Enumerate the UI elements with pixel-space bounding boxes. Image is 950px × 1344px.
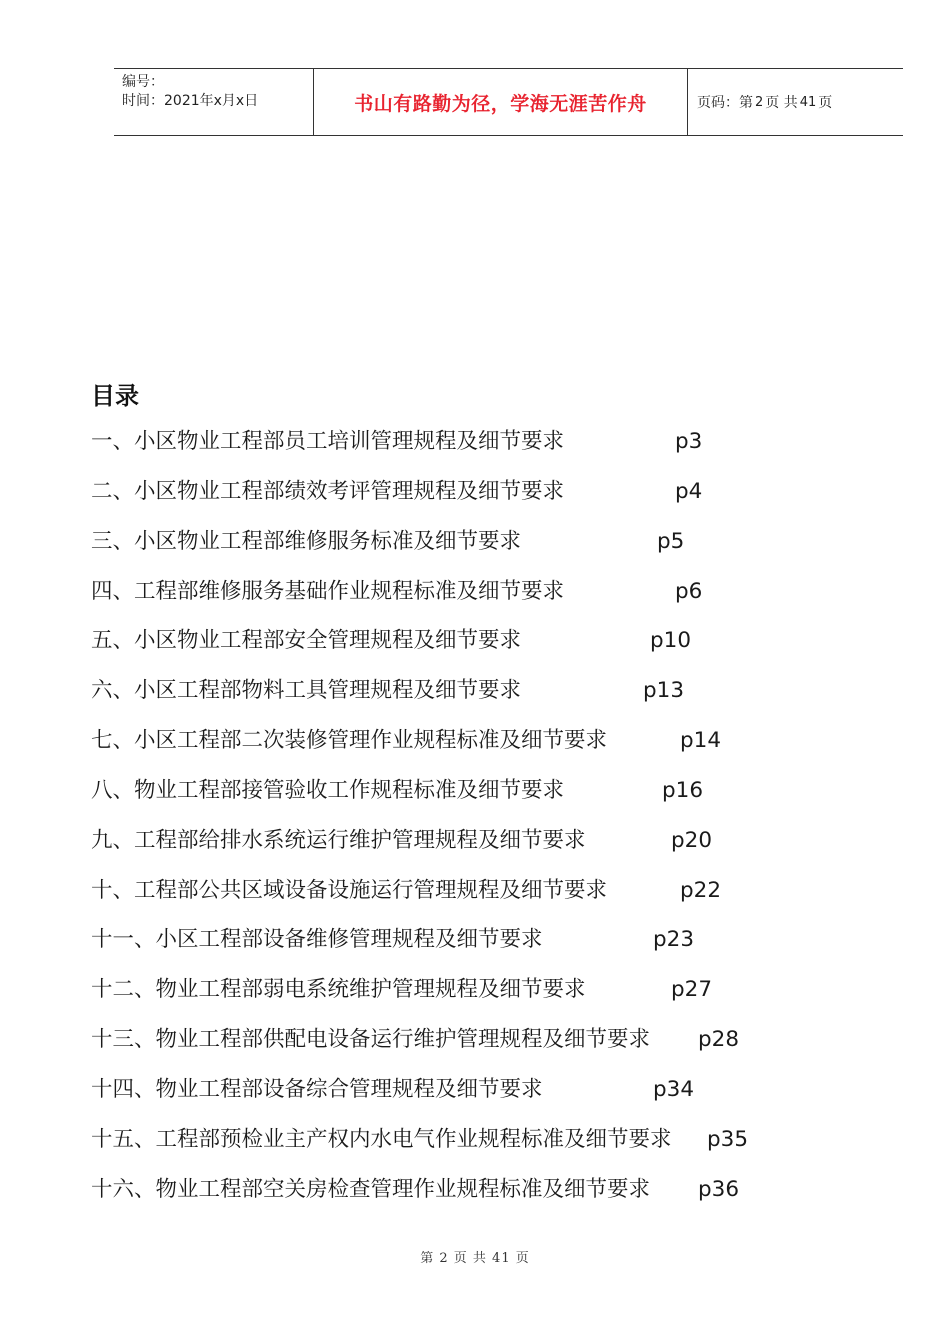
page-current: 2 [755,94,764,110]
toc-item-title: 五、小区物业工程部安全管理规程及细节要求 [91,628,522,654]
toc-item[interactable] [91,573,703,623]
toc-list [91,423,749,1221]
toc-item-page: p16 [662,777,704,803]
toc-item[interactable] [91,1171,740,1221]
toc-item-page: p4 [675,478,703,504]
page-suffix: 页 [818,95,833,111]
toc-item-page: p5 [657,528,685,554]
toc-item-page: p34 [653,1076,695,1102]
toc-item-page: p22 [680,877,722,903]
toc-item[interactable] [91,622,692,672]
toc-item-page: p3 [675,429,703,454]
page-middle: 页 共 [765,95,798,111]
toc-item[interactable] [91,423,703,473]
toc-item-title: 一、小区物业工程部员工培训管理规程及细节要求 [91,429,565,454]
header-divider [687,69,688,135]
toc-item[interactable] [91,921,695,971]
toc-item-title: 二、小区物业工程部绩效考评管理规程及细节要求 [91,478,565,504]
toc-item-title: 八、物业工程部接管验收工作规程标准及细节要求 [91,777,565,803]
header-meta [122,73,258,111]
header-motto: 书山有路勤为径，学海无涯苦作舟 [354,92,647,115]
toc-item-title: 九、工程部给排水系统运行维护管理规程及细节要求 [91,827,586,853]
toc-item-title: 三、小区物业工程部维修服务标准及细节要求 [91,528,522,554]
toc-item-title: 六、小区工程部物料工具管理规程及细节要求 [91,678,522,704]
toc-item-title: 十二、物业工程部弱电系统维护管理规程及细节要求 [91,977,586,1003]
toc-item-page: p28 [698,1027,740,1053]
toc-item-title: 十、工程部公共区域设备设施运行管理规程及细节要求 [91,877,608,903]
toc-item-title: 七、小区工程部二次装修管理作业规程标准及细节要求 [91,728,608,754]
toc-item[interactable] [91,473,703,523]
toc-title: 目录 [91,382,139,410]
toc-item-title: 十一、小区工程部设备维修管理规程及细节要求 [91,927,543,953]
toc-item-title: 四、工程部维修服务基础作业规程标准及细节要求 [91,578,565,604]
toc-item[interactable] [91,1071,695,1121]
page-total: 41 [799,94,817,110]
toc-item[interactable] [91,971,713,1021]
toc-item[interactable] [91,872,722,922]
toc-item-page: p27 [671,977,713,1003]
toc-item-title: 十五、工程部预检业主产权内水电气作业规程标准及细节要求 [91,1126,672,1152]
number-label: 编号： [122,74,164,90]
time-label: 时间：2021年x月x日 [122,93,259,109]
page-footer: 第 2 页 共 41 页 [420,1251,530,1266]
page-header [114,68,903,136]
toc-item[interactable] [91,822,713,872]
toc-item[interactable] [91,722,722,772]
toc-item[interactable] [91,1121,749,1171]
toc-item-title: 十三、物业工程部供配电设备运行维护管理规程及细节要求 [91,1027,651,1053]
header-page-info [697,69,832,135]
toc-item[interactable] [91,523,685,573]
toc-item-page: p20 [671,827,713,853]
toc-item-page: p35 [707,1126,749,1152]
toc-item-title: 十六、物业工程部空关房检查管理作业规程标准及细节要求 [91,1176,651,1202]
page-label: 页码：第 [697,95,753,111]
toc-item-page: p10 [650,628,692,654]
toc-item-page: p36 [698,1176,740,1202]
toc-item-page: p13 [643,678,685,704]
toc-item-title: 十四、物业工程部设备综合管理规程及细节要求 [91,1076,543,1102]
toc-item[interactable] [91,772,704,822]
toc-item-page: p6 [675,578,703,604]
toc-item[interactable] [91,672,685,722]
toc-item-page: p23 [653,927,695,953]
toc-item-page: p14 [680,728,722,754]
toc-item[interactable] [91,1021,740,1071]
